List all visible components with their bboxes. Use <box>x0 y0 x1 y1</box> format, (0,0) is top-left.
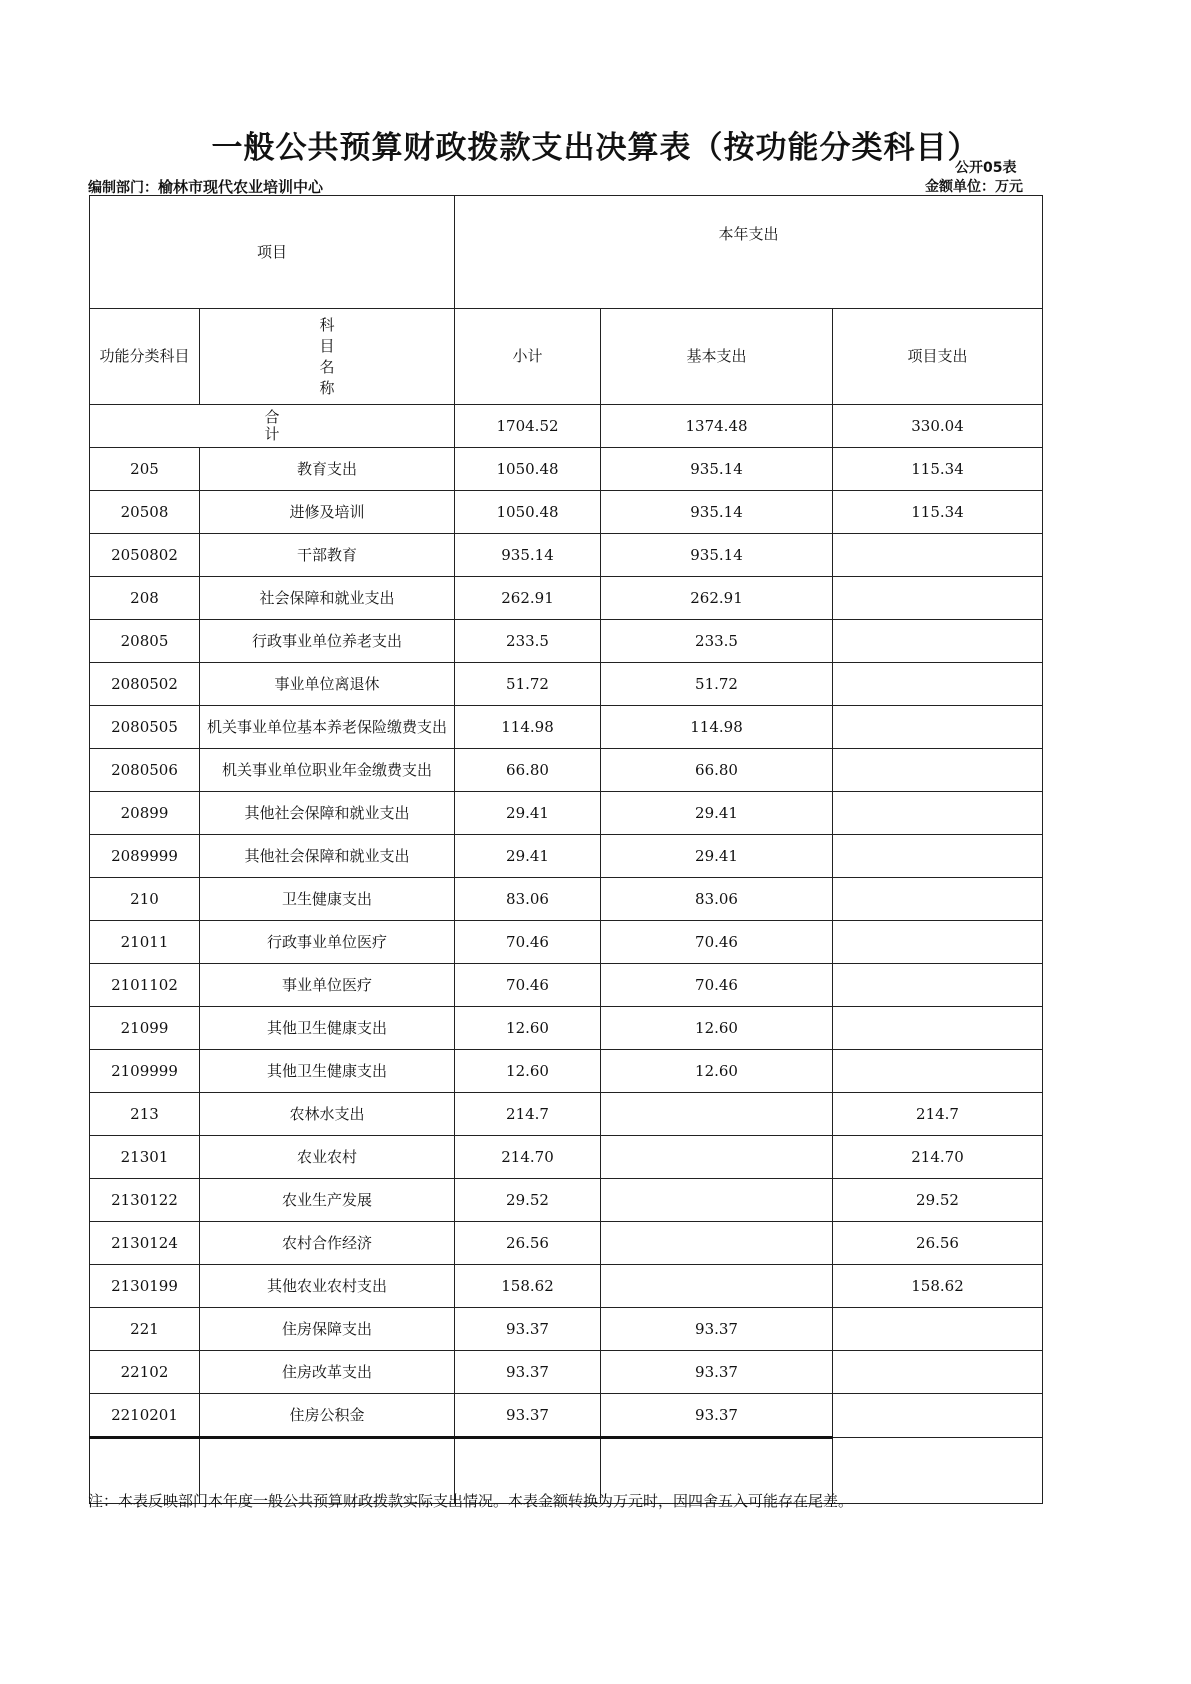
func-code-cell: 221 <box>90 1308 200 1351</box>
subtotal-cell: 1050.48 <box>455 448 601 491</box>
total-label-cell <box>90 405 455 448</box>
project-cell <box>833 577 1043 620</box>
basic-cell: 29.41 <box>601 792 833 835</box>
department-line <box>88 176 323 197</box>
project-cell <box>833 706 1043 749</box>
table-row <box>90 620 1043 663</box>
table-row <box>90 964 1043 1007</box>
subtotal-cell: 262.91 <box>455 577 601 620</box>
header-basic: 基本支出 <box>601 309 833 405</box>
total-project: 330.04 <box>833 405 1043 448</box>
project-cell <box>833 878 1043 921</box>
subtotal-cell: 233.5 <box>455 620 601 663</box>
basic-cell: 114.98 <box>601 706 833 749</box>
project-cell: 115.34 <box>833 491 1043 534</box>
blank-cell <box>833 1438 1043 1504</box>
subject-name-cell: 机关事业单位基本养老保险缴费支出 <box>200 706 455 749</box>
table-row <box>90 835 1043 878</box>
subtotal-cell: 1050.48 <box>455 491 601 534</box>
subject-name-cell: 农业生产发展 <box>200 1179 455 1222</box>
subject-name-cell: 事业单位医疗 <box>200 964 455 1007</box>
total-basic: 1374.48 <box>601 405 833 448</box>
subtotal-cell: 93.37 <box>455 1351 601 1394</box>
subject-name-cell: 其他社会保障和就业支出 <box>200 792 455 835</box>
subject-name-cell: 其他卫生健康支出 <box>200 1050 455 1093</box>
basic-cell: 70.46 <box>601 964 833 1007</box>
subtotal-cell: 93.37 <box>455 1394 601 1438</box>
project-cell <box>833 534 1043 577</box>
subtotal-cell: 66.80 <box>455 749 601 792</box>
subtotal-cell: 29.41 <box>455 835 601 878</box>
basic-cell: 66.80 <box>601 749 833 792</box>
project-cell <box>833 1050 1043 1093</box>
table-row <box>90 1093 1043 1136</box>
func-code-cell: 2130124 <box>90 1222 200 1265</box>
basic-cell: 12.60 <box>601 1050 833 1093</box>
basic-cell: 935.14 <box>601 448 833 491</box>
project-cell <box>833 835 1043 878</box>
basic-cell: 93.37 <box>601 1308 833 1351</box>
project-cell: 26.56 <box>833 1222 1043 1265</box>
subject-name-cell: 农林水支出 <box>200 1093 455 1136</box>
basic-cell: 70.46 <box>601 921 833 964</box>
func-code-cell: 2089999 <box>90 835 200 878</box>
project-cell <box>833 663 1043 706</box>
table-row <box>90 1050 1043 1093</box>
table-row <box>90 448 1043 491</box>
subtotal-cell: 214.70 <box>455 1136 601 1179</box>
subject-name-cell: 其他卫生健康支出 <box>200 1007 455 1050</box>
project-cell: 214.7 <box>833 1093 1043 1136</box>
project-cell <box>833 964 1043 1007</box>
func-code-cell: 2080505 <box>90 706 200 749</box>
subject-name-cell: 其他农业农村支出 <box>200 1265 455 1308</box>
total-row <box>90 405 1043 448</box>
project-cell <box>833 620 1043 663</box>
expense-table <box>89 195 1043 1504</box>
basic-cell <box>601 1136 833 1179</box>
table-row <box>90 1222 1043 1265</box>
func-code-cell: 20899 <box>90 792 200 835</box>
func-code-cell: 2210201 <box>90 1394 200 1438</box>
subtotal-cell: 83.06 <box>455 878 601 921</box>
table-row <box>90 792 1043 835</box>
department-label: 编制部门： <box>88 180 158 196</box>
func-code-cell: 210 <box>90 878 200 921</box>
table-row <box>90 749 1043 792</box>
subtotal-cell: 93.37 <box>455 1308 601 1351</box>
header-subject-name <box>200 309 455 405</box>
subject-name-cell: 住房公积金 <box>200 1394 455 1438</box>
func-code-cell: 22102 <box>90 1351 200 1394</box>
func-code-cell: 205 <box>90 448 200 491</box>
subject-name-cell: 住房保障支出 <box>200 1308 455 1351</box>
func-code-cell: 2050802 <box>90 534 200 577</box>
func-code-cell: 20508 <box>90 491 200 534</box>
table-row <box>90 491 1043 534</box>
basic-cell: 935.14 <box>601 491 833 534</box>
project-cell <box>833 1308 1043 1351</box>
basic-cell: 935.14 <box>601 534 833 577</box>
project-cell <box>833 1351 1043 1394</box>
subject-name-cell: 行政事业单位养老支出 <box>200 620 455 663</box>
table-row <box>90 878 1043 921</box>
subtotal-cell: 29.41 <box>455 792 601 835</box>
subject-name-cell: 机关事业单位职业年金缴费支出 <box>200 749 455 792</box>
subject-name-cell: 教育支出 <box>200 448 455 491</box>
subtotal-cell: 51.72 <box>455 663 601 706</box>
basic-cell: 262.91 <box>601 577 833 620</box>
basic-cell: 93.37 <box>601 1394 833 1438</box>
subject-name-cell: 住房改革支出 <box>200 1351 455 1394</box>
table-row <box>90 577 1043 620</box>
subtotal-cell: 214.7 <box>455 1093 601 1136</box>
header-row-2 <box>90 309 1043 405</box>
total-subtotal: 1704.52 <box>455 405 601 448</box>
table-row <box>90 1265 1043 1308</box>
subject-name-cell: 进修及培训 <box>200 491 455 534</box>
table-row <box>90 921 1043 964</box>
table-row <box>90 1351 1043 1394</box>
header-subtotal: 小计 <box>455 309 601 405</box>
subject-name-cell: 社会保障和就业支出 <box>200 577 455 620</box>
subject-name-cell: 事业单位离退休 <box>200 663 455 706</box>
basic-cell <box>601 1093 833 1136</box>
header-row-1 <box>90 196 1043 309</box>
subject-name-cell: 农村合作经济 <box>200 1222 455 1265</box>
project-cell: 115.34 <box>833 448 1043 491</box>
func-code-cell: 213 <box>90 1093 200 1136</box>
basic-cell: 83.06 <box>601 878 833 921</box>
table-row <box>90 1308 1043 1351</box>
subject-name-cell: 行政事业单位医疗 <box>200 921 455 964</box>
basic-cell: 233.5 <box>601 620 833 663</box>
func-code-cell: 21099 <box>90 1007 200 1050</box>
subtotal-cell: 70.46 <box>455 921 601 964</box>
header-current-year-expense: 本年支出 <box>455 196 1043 309</box>
func-code-cell: 21011 <box>90 921 200 964</box>
table-row <box>90 1179 1043 1222</box>
project-cell <box>833 792 1043 835</box>
project-cell <box>833 1394 1043 1438</box>
subtotal-cell: 114.98 <box>455 706 601 749</box>
project-cell <box>833 1007 1043 1050</box>
basic-cell: 93.37 <box>601 1351 833 1394</box>
header-project-expense: 项目支出 <box>833 309 1043 405</box>
subtotal-cell: 12.60 <box>455 1007 601 1050</box>
header-subject-name-text: 科目名称 <box>319 315 335 397</box>
subject-name-cell: 干部教育 <box>200 534 455 577</box>
basic-cell <box>601 1179 833 1222</box>
subtotal-cell: 29.52 <box>455 1179 601 1222</box>
amount-unit: 金额单位：万元 <box>925 179 1023 195</box>
table-row <box>90 706 1043 749</box>
header-project: 项目 <box>90 196 455 309</box>
project-cell <box>833 921 1043 964</box>
project-cell: 158.62 <box>833 1265 1043 1308</box>
subtotal-cell: 935.14 <box>455 534 601 577</box>
func-code-cell: 208 <box>90 577 200 620</box>
func-code-cell: 2101102 <box>90 964 200 1007</box>
table-row <box>90 1007 1043 1050</box>
subject-name-cell: 其他社会保障和就业支出 <box>200 835 455 878</box>
basic-cell: 29.41 <box>601 835 833 878</box>
basic-cell <box>601 1265 833 1308</box>
total-label: 合计 <box>264 408 280 443</box>
subtotal-cell: 26.56 <box>455 1222 601 1265</box>
project-cell <box>833 749 1043 792</box>
page-title: 一般公共预算财政拨款支出决算表（按功能分类科目） <box>211 130 980 166</box>
basic-cell <box>601 1222 833 1265</box>
project-cell: 214.70 <box>833 1136 1043 1179</box>
subtotal-cell: 12.60 <box>455 1050 601 1093</box>
func-code-cell: 2109999 <box>90 1050 200 1093</box>
form-number: 公开05表 <box>955 160 1017 176</box>
basic-cell: 51.72 <box>601 663 833 706</box>
func-code-cell: 2130199 <box>90 1265 200 1308</box>
table-row <box>90 1136 1043 1179</box>
subtotal-cell: 70.46 <box>455 964 601 1007</box>
basic-cell: 12.60 <box>601 1007 833 1050</box>
subtotal-cell: 158.62 <box>455 1265 601 1308</box>
table-row <box>90 663 1043 706</box>
header-func-code: 功能分类科目 <box>90 309 200 405</box>
func-code-cell: 20805 <box>90 620 200 663</box>
subject-name-cell: 卫生健康支出 <box>200 878 455 921</box>
func-code-cell: 2080502 <box>90 663 200 706</box>
footnote: 注：本表反映部门本年度一般公共预算财政拨款实际支出情况。本表金额转换为万元时，因四舍五入可能存在尾差。 <box>88 1492 854 1510</box>
project-cell: 29.52 <box>833 1179 1043 1222</box>
func-code-cell: 2130122 <box>90 1179 200 1222</box>
table-row <box>90 534 1043 577</box>
func-code-cell: 2080506 <box>90 749 200 792</box>
table-row <box>90 1394 1043 1438</box>
subject-name-cell: 农业农村 <box>200 1136 455 1179</box>
department-name: 榆林市现代农业培训中心 <box>158 178 324 196</box>
func-code-cell: 21301 <box>90 1136 200 1179</box>
